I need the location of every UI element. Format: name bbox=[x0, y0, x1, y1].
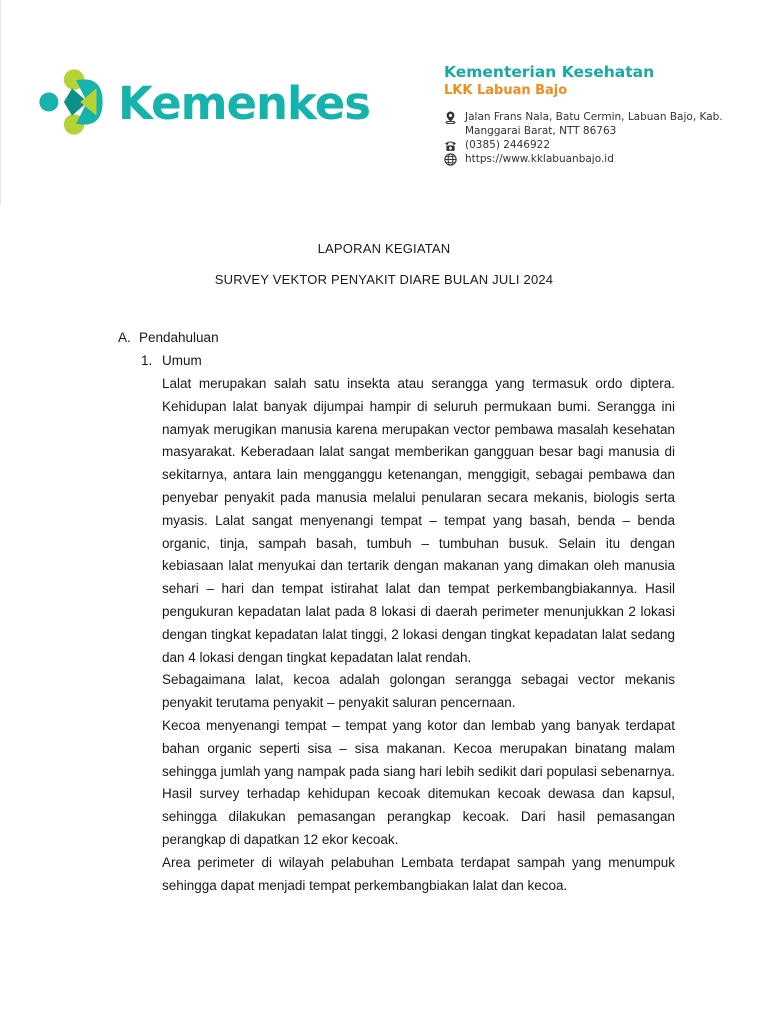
ministry-name: Kementerian Kesehatan bbox=[444, 63, 655, 81]
subsection-heading: Umum bbox=[162, 353, 202, 368]
address-text: Jalan Frans Nala, Batu Cermin, Labuan Bajo, Kab. Manggarai Barat, NTT 86763 bbox=[465, 111, 723, 137]
letterhead-info bbox=[444, 62, 744, 166]
kemenkes-logo bbox=[38, 68, 106, 136]
paragraph-cockroach-survey: Kecoa menyenangi tempat – tempat yang kotor dan lembab yang banyak terdapat bahan organic seperti sisa – sisa makanan. Kecoa merupakan binatang malam sehingga jumlah yang nampak pada siang hari lebih sedikit dari populasi sebenarnya. Hasil survey terhadap kehidupan kecoak ditemukan kecoak dewasa dan kapsul, sehingga dilakukan pemasangan perangkap kecoak. Dari hasil pemasangan perangkap di dapatkan 12 ekor kecoak. bbox=[162, 717, 675, 847]
subsection-marker: 1. bbox=[141, 353, 153, 368]
section-heading: Pendahuluan bbox=[139, 330, 219, 345]
paragraph-perimeter: Area perimeter di wilayah pelabuhan Lembata terdapat sampah yang menumpuk sehingga dapat menjadi tempat perkembangbiakan lalat dan kecoa. bbox=[162, 854, 675, 893]
report-title: LAPORAN KEGIATAN bbox=[317, 241, 451, 256]
logo-wordmark: Kemenkes bbox=[118, 77, 371, 130]
unit-name: LKK Labuan Bajo bbox=[444, 83, 568, 98]
phone-row bbox=[444, 138, 744, 152]
page-edge-line bbox=[0, 0, 1, 205]
body-text bbox=[162, 373, 675, 897]
section-marker: A. bbox=[118, 330, 131, 345]
phone-icon bbox=[444, 139, 458, 152]
phone-number: (0385) 2446922 bbox=[465, 139, 551, 151]
map-pin-icon bbox=[444, 111, 458, 124]
paragraph-flies: Lalat merupakan salah satu insekta atau serangga yang termasuk ordo diptera. Kehidupan lalat banyak dijumpai hampir di seluruh permukaan bumi. Serangga ini namyak merugikan manusia karena merupakan vector pembawa masalah kesehatan masyarakat. Keberadaan lalat sangat memberikan gangguan besar bagi manusia di sekitarnya, antara lain mengganggu ketenangan, menggigit, sebagai pembawa dan penyebar penyakit pada manusia melalui penularan secara mekanis, biologis serta myasis. Lalat sangat menyenangi tempat – tempat yang basah, benda – benda organic, tinja, sampah basah, tumbuh – tumbuhan busuk. Selain itu dengan kebiasaan lalat menyukai dan tertarik dengan makanan yang dimakan oleh manusia sehari – hari dan tempat istirahat lalat dan tempat perkembangbiakannya. Hasil pengukuran kepadatan lalat pada 8 lokasi di daerah perimeter menunjukkan 2 lokasi dengan tingkat kepadatan lalat tinggi, 2 lokasi dengan tingkat kepadatan lalat sedang dan 4 lokasi dengan tingkat kepadatan lalat rendah. bbox=[162, 376, 675, 665]
website-link[interactable]: https://www.kklabuanbajo.id bbox=[465, 153, 614, 165]
paragraph-cockroach-intro: Sebagaimana lalat, kecoa adalah golongan serangga sebagai vector mekanis penyakit terutama penyakit – penyakit saluran pencernaan. bbox=[162, 672, 675, 711]
address-row bbox=[444, 110, 744, 138]
globe-icon bbox=[444, 153, 458, 166]
website-row bbox=[444, 152, 744, 166]
report-subtitle: SURVEY VEKTOR PENYAKIT DIARE BULAN JULI 2024 bbox=[214, 272, 554, 287]
